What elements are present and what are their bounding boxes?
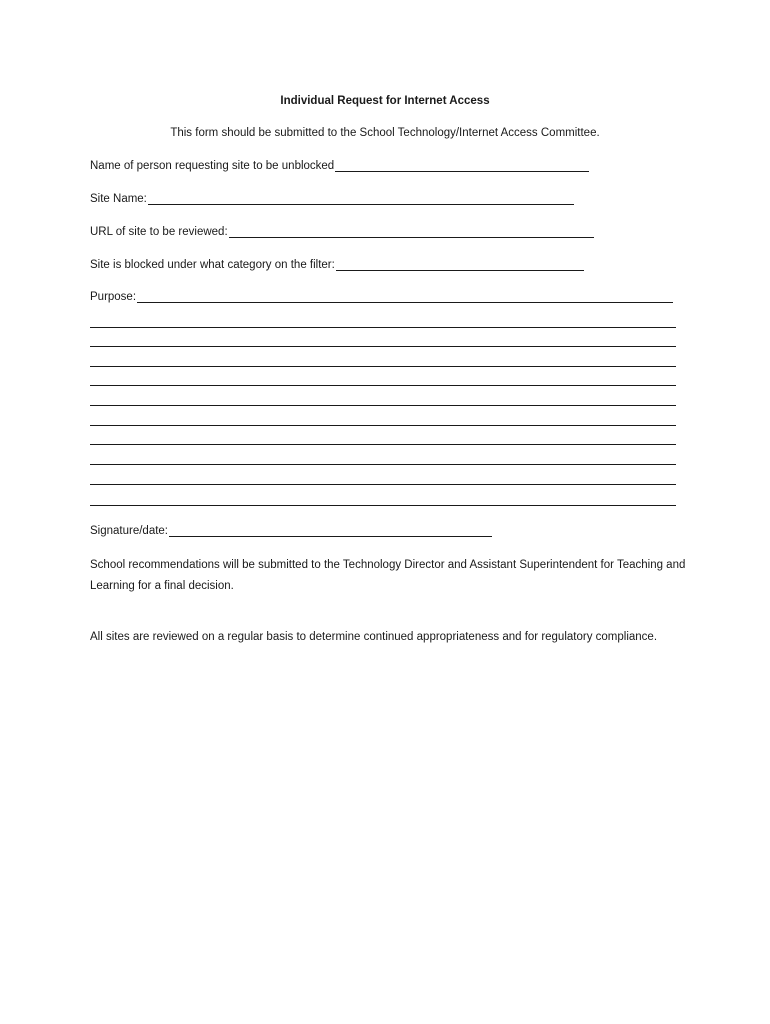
requester-name-field[interactable] bbox=[90, 160, 589, 172]
purpose-field[interactable] bbox=[90, 291, 673, 303]
purpose-line[interactable] bbox=[90, 327, 676, 328]
purpose-line[interactable] bbox=[90, 385, 676, 386]
purpose-line[interactable] bbox=[90, 505, 676, 506]
category-field[interactable] bbox=[90, 259, 584, 271]
requester-name-label: Name of person requesting site to be unblocked bbox=[90, 160, 335, 172]
recommendation-note: School recommendations will be submitted to the Technology Director and Assistant Superintendent for Teaching and Learning for a final decision. bbox=[90, 559, 686, 592]
requester-name-blank[interactable] bbox=[335, 161, 589, 172]
purpose-line[interactable] bbox=[90, 366, 676, 367]
url-field[interactable] bbox=[90, 226, 594, 238]
form-title: Individual Request for Internet Access bbox=[280, 95, 490, 107]
site-name-field[interactable] bbox=[90, 193, 574, 205]
form-subtitle: This form should be submitted to the School Technology/Internet Access Committee. bbox=[170, 127, 600, 139]
purpose-line[interactable] bbox=[90, 425, 676, 426]
signature-blank[interactable] bbox=[169, 526, 492, 537]
purpose-line[interactable] bbox=[90, 346, 676, 347]
review-note: All sites are reviewed on a regular basis to determine continued appropriateness and for regulatory compliance. bbox=[90, 631, 658, 643]
purpose-line[interactable] bbox=[90, 484, 676, 485]
url-label: URL of site to be reviewed: bbox=[90, 226, 228, 238]
purpose-line[interactable] bbox=[90, 444, 676, 445]
signature-field[interactable] bbox=[90, 525, 492, 537]
purpose-line[interactable] bbox=[90, 405, 676, 406]
category-blank[interactable] bbox=[336, 260, 584, 271]
site-name-blank[interactable] bbox=[148, 194, 574, 205]
purpose-line[interactable] bbox=[90, 464, 676, 465]
signature-label: Signature/date: bbox=[90, 525, 169, 537]
purpose-blank-first[interactable] bbox=[137, 292, 673, 303]
url-blank[interactable] bbox=[229, 227, 594, 238]
site-name-label: Site Name: bbox=[90, 193, 147, 205]
purpose-label: Purpose: bbox=[90, 291, 137, 303]
category-label: Site is blocked under what category on the filter: bbox=[90, 259, 335, 271]
